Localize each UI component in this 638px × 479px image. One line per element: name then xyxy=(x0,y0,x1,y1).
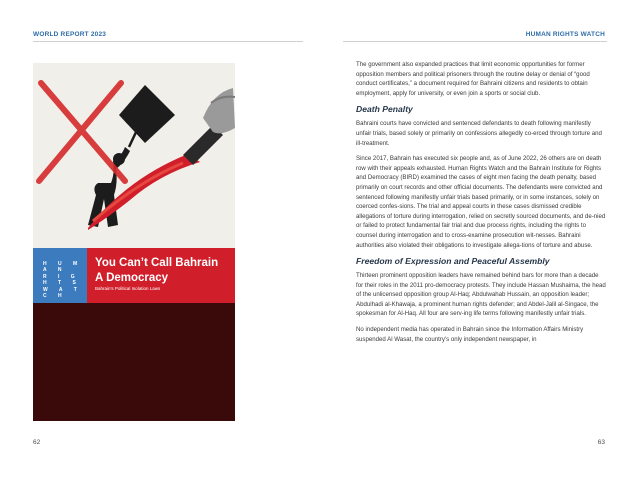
paragraph: No independent media has operated in Bahrain since the Information Affairs Ministry suspended Al Wasat, the country’s only independent newspaper, in xyxy=(356,326,584,343)
cover-title-band xyxy=(33,248,235,303)
cover-title xyxy=(95,256,235,286)
cover-subtitle: Bahrain’s Political Isolation Laws xyxy=(95,286,161,291)
paragraph: Since 2017, Bahrain has executed six people and, as of June 2022, 26 others are on death row with their appeals exhausted. Human Rights Watch and the Bahrain Institute for Rights and Democracy (BIRD) examined the cases of eight men facing the death penalty, based primarily on court records and other official documents. The defendants were convicted and sentenced following manifestly unfair trials based primarily, or in some instances, solely on coerced confes-sions. The trial and appeal courts in these cases dismissed credible allegations of torture during interrogation, relied on secretly sourced documents, and de-nied or failed to protect fundamental fair trial and due process rights, including the rights to counsel during interrogation and to cross-examine prosecution wit-nesses. Bahraini authorities also violated their obligations to investigate allega-tions of torture and abuse. xyxy=(356,155,606,249)
running-header-right: HUMAN RIGHTS WATCH xyxy=(525,31,605,38)
hrw-logo-block xyxy=(33,248,87,303)
logo-line-watch: W A T C H xyxy=(43,287,82,299)
paragraph: The government also expanded practices that limit economic opportunities for former opposition members and political prisoners through the routine delay or denial of “good conduct certificates,” a document required for Bahraini citizens and residents to obtain employment, apply for university, or even join a sports or social club. xyxy=(356,61,590,97)
cover-illustration xyxy=(33,63,235,248)
section-heading-death-penalty: Death Penalty xyxy=(356,104,413,115)
header-rule-left xyxy=(33,41,303,42)
header-rule-right xyxy=(343,41,607,42)
cover-title-block xyxy=(87,248,235,303)
paragraph: Bahraini courts have convicted and sentenced defendants to death following manifestly unfair trials, based solely or primarily on confessions allegedly co-erced through torture and ill-treatment. xyxy=(356,120,602,147)
paragraph: Thirteen prominent opposition leaders have remained behind bars for more than a decade for their roles in the 2011 pro-democracy protests. They include Hassan Mushaima, the head of the unlicensed opposition group Al-Haq; Abdulwahab Hussain, an opposition leader; Abdulhadi al-Khawaja, a prominent human rights defender; and Abdel-Jalil al-Singace, the spokesman for Al-Haq. All four are serv-ing life terms following manifestly unfair trials. xyxy=(356,272,606,318)
section-heading-freedom-expression: Freedom of Expression and Peaceful Assembly xyxy=(356,256,550,267)
cover-title-line1: You Can’t Call Bahrain xyxy=(95,257,219,269)
article-column xyxy=(356,60,606,350)
cover-bottom-panel xyxy=(33,303,235,421)
logo-line-rights: R I G H T S xyxy=(43,274,81,286)
running-header-left: WORLD REPORT 2023 xyxy=(33,31,107,38)
page-number-left: 62 xyxy=(33,439,41,446)
page-number-right: 63 xyxy=(597,439,605,446)
logo-line-human: H U M A N xyxy=(43,261,83,273)
cover-title-line2: A Democracy xyxy=(95,272,169,284)
report-cover-image xyxy=(33,63,235,421)
